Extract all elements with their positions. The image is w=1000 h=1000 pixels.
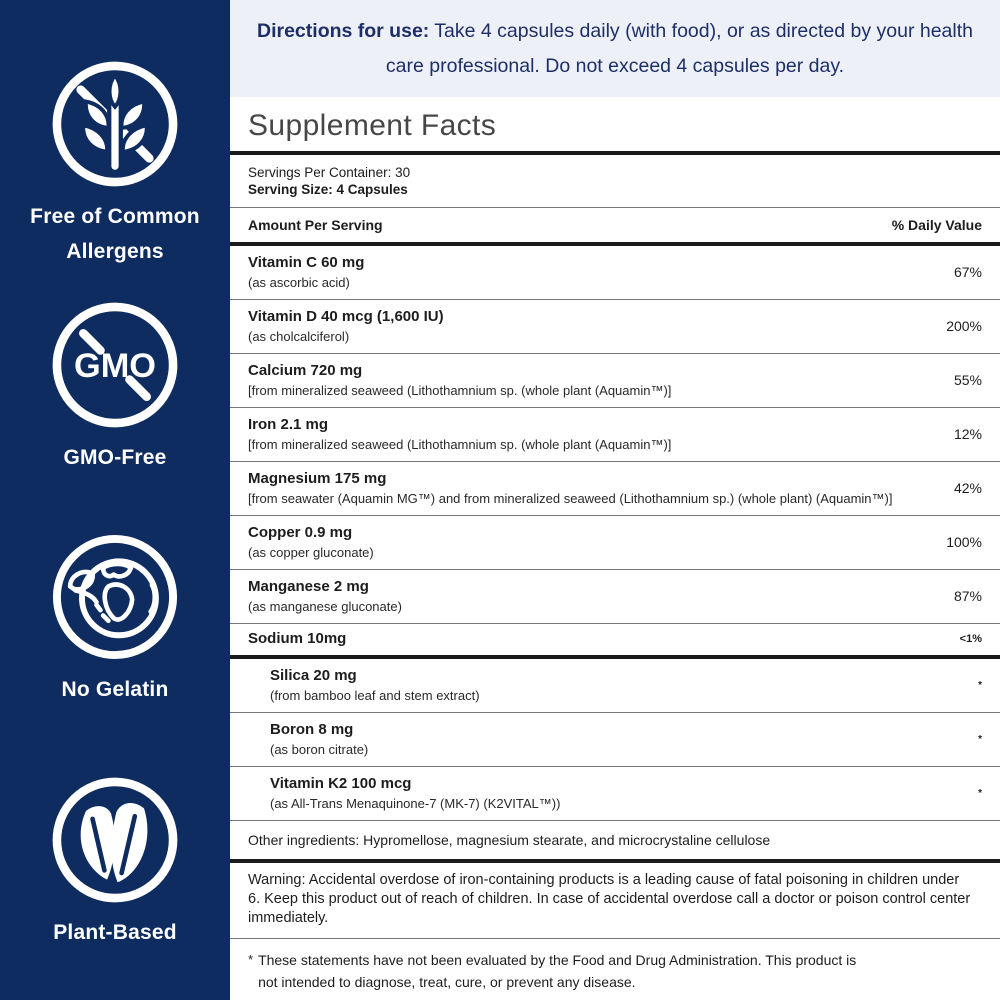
globe-leaf-icon [49,531,181,663]
nutrient-daily-value: * [978,733,982,745]
nutrient-detail: (as boron citrate) [270,742,369,757]
directions-banner [230,0,1000,97]
nutrient-row-manganese [230,570,1000,624]
nutrient-detail: [from mineralized seaweed (Lithothamnium sp. (whole plant (Aquamin™)] [248,383,672,398]
badge-label: No Gelatin [61,678,169,701]
badge-label: Plant-Based [53,921,177,944]
directions-text: Directions for use: Take 4 capsules daily (with food), or as directed by your health care professional. Do not exceed 4 capsules per day. [257,19,973,77]
serving-info [230,155,1000,208]
nutrient-detail: (as All-Trans Menaquinone-7 (MK-7) (K2VITAL™)) [270,796,561,811]
supplement-facts-panel [230,97,1000,993]
nutrient-row-vitamin-d [230,300,1000,354]
nutrient-name: Calcium 720 mg [248,362,363,379]
other-ingredients: Other ingredients: Hypromellose, magnesium stearate, and microcrystaline cellulose [230,821,1000,863]
badge-plant-based [0,774,230,950]
nutrient-detail: (from bamboo leaf and stem extract) [270,688,480,703]
serving-size: Serving Size: 4 Capsules [248,182,408,197]
nutrient-row-silica [230,659,1000,713]
directions-label: Directions for use: [257,19,430,42]
nutrient-detail: [from seawater (Aquamin MG™) and from mineralized seaweed (Lithothamnium sp.) (whole plant) (Aquamin™)] [248,491,893,506]
nutrient-daily-value: * [978,787,982,799]
nutrient-row-calcium [230,354,1000,408]
nutrient-name: Vitamin D 40 mcg (1,600 IU) [248,308,444,325]
nutrient-detail: (as cholcalciferol) [248,329,350,344]
nutrient-name: Vitamin C 60 mg [248,254,365,271]
badge-no-gelatin [0,531,230,707]
warning-text: Warning: Accidental overdose of iron-containing products is a leading cause of fatal poisoning in children under 6. Keep this product out of reach of children. In case of accidental overdose call a doctor or poison control center immediately. [230,863,1000,939]
nutrient-detail: (as ascorbic acid) [248,275,350,290]
nutrient-daily-value: 55% [953,372,982,388]
amount-per-serving-header: Amount Per Serving [248,217,383,233]
nutrient-name: Iron 2.1 mg [248,416,329,433]
nutrient-row-vitamin-c [230,246,1000,300]
nutrient-daily-value: 67% [953,264,982,280]
nutrient-row-sodium [230,624,1000,659]
nutrient-detail: (as manganese gluconate) [248,599,402,614]
nutrient-detail: (as copper gluconate) [248,545,374,560]
nutrient-row-boron [230,713,1000,767]
nutrient-daily-value: * [978,679,982,691]
facts-table-header [230,208,1000,246]
footnote-text: These statements have not been evaluated by the Food and Drug Administration. This product is not intended to diagnose, treat, cure, or prevent any disease. [258,952,857,990]
nutrient-daily-value: 42% [953,480,982,496]
badge-gmo-free [0,299,230,475]
nutrient-name: Sodium 10mg [248,630,347,647]
badge-free-of-allergens [0,58,230,269]
no-wheat-icon [49,58,181,190]
certification-sidebar [0,0,230,1000]
servings-per-container: Servings Per Container: 30 [248,165,411,180]
nutrient-row-magnesium [230,462,1000,516]
badge-label: GMO-Free [63,446,167,469]
nutrient-daily-value: 200% [946,318,982,334]
gmo-icon-text: GMO [74,346,156,385]
nutrient-row-iron [230,408,1000,462]
nutrient-name: Magnesium 175 mg [248,470,387,487]
nutrient-daily-value: 12% [953,426,982,442]
label-main [230,0,1000,1000]
nutrient-daily-value: 100% [946,534,982,550]
nutrient-name: Silica 20 mg [270,667,357,684]
plant-leaves-icon [49,774,181,906]
nutrient-name: Copper 0.9 mg [248,524,353,541]
supplement-facts-title: Supplement Facts [230,97,1000,155]
nutrient-row-copper [230,516,1000,570]
no-gmo-icon [49,299,181,431]
nutrient-detail: [from mineralized seaweed (Lithothamnium sp. (whole plant (Aquamin™)] [248,437,672,452]
nutrient-name: Boron 8 mg [270,721,354,738]
footnote-asterisk: * [248,952,254,967]
badge-label: Free of Common Allergens [30,205,200,263]
nutrient-row-vitamin-k2 [230,767,1000,821]
nutrient-daily-value: 87% [953,588,982,604]
nutrient-name: Manganese 2 mg [248,578,369,595]
fda-disclaimer [230,939,1000,993]
daily-value-header: % Daily Value [891,217,982,233]
nutrient-name: Vitamin K2 100 mcg [270,775,412,792]
nutrient-daily-value: <1% [959,633,982,645]
